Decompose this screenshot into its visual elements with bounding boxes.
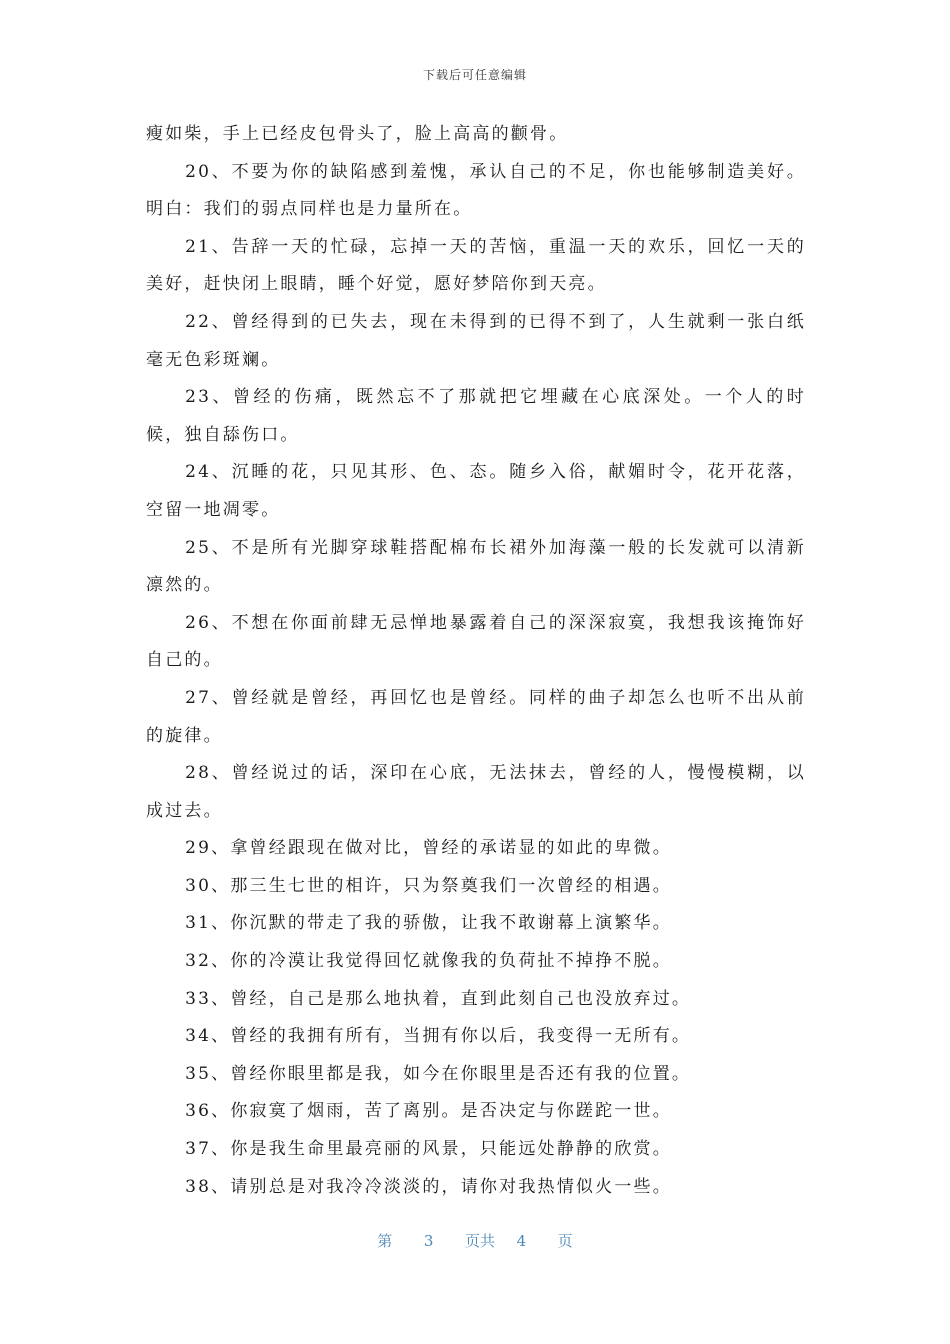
page-label-prefix: 第 — [377, 1232, 393, 1250]
paragraph: 34、曾经的我拥有所有，当拥有你以后，我变得一无所有。 — [185, 1026, 692, 1047]
page-header: 下载后可任意编辑 — [422, 68, 527, 82]
paragraph: 20、不要为你的缺陷感到羞愧，承认自己的不足，你也能够制造美好。明白：我们的弱点同样也是力量所在。 — [146, 161, 806, 220]
paragraph: 36、你寂寞了烟雨，苦了离别。是否决定与你蹉跎一世。 — [185, 1101, 672, 1122]
paragraph: 33、曾经，自己是那么地执着，直到此刻自己也没放弃过。 — [185, 988, 692, 1009]
paragraph: 24、沉睡的花，只见其形、色、态。随乡入俗，献媚时令，花开花落，空留一地凋零。 — [146, 462, 806, 520]
paragraph: 27、曾经就是曾经，再回忆也是曾经。同样的曲子却怎么也听不出从前的旋律。 — [146, 687, 806, 746]
page-label-suffix: 页 — [557, 1232, 573, 1250]
paragraph: 38、请别总是对我冷冷淡淡的，请你对我热情似火一些。 — [185, 1176, 672, 1197]
paragraph: 26、不想在你面前肆无忌惮地暴露着自己的深深寂寞，我想我该掩饰好自己的。 — [146, 612, 806, 671]
page-footer — [0, 1230, 950, 1251]
document-body — [146, 116, 806, 1206]
page-label-mid: 页共 — [464, 1232, 495, 1250]
paragraph: 31、你沉默的带走了我的骄傲，让我不敢谢幕上演繁华。 — [185, 913, 672, 934]
paragraph: 30、那三生七世的相许，只为祭奠我们一次曾经的相遇。 — [185, 875, 672, 896]
paragraph: 22、曾经得到的已失去，现在未得到的已得不到了，人生就剩一张白纸毫无色彩斑斓。 — [146, 311, 806, 370]
paragraph: 29、拿曾经跟现在做对比，曾经的承诺显的如此的卑微。 — [185, 838, 672, 859]
paragraph: 23、曾经的伤痛，既然忘不了那就把它埋藏在心底深处。一个人的时候，独自舔伤口。 — [146, 387, 806, 445]
paragraph: 25、不是所有光脚穿球鞋搭配棉布长裙外加海藻一般的长发就可以清新凛然的。 — [146, 537, 806, 596]
paragraph: 28、曾经说过的话，深印在心底，无法抹去，曾经的人，慢慢模糊，以成过去。 — [146, 763, 806, 821]
paragraph: 21、告辞一天的忙碌，忘掉一天的苦恼，重温一天的欢乐，回忆一天的美好，赶快闭上眼睛，睡个好觉，愿好梦陪你到天亮。 — [146, 236, 806, 295]
paragraph: 瘦如柴，手上已经皮包骨头了，脸上高高的颧骨。 — [146, 124, 569, 144]
page-current-number: 3 — [423, 1232, 434, 1250]
page-total-number: 4 — [516, 1232, 527, 1250]
paragraph: 35、曾经你眼里都是我，如今在你眼里是否还有我的位置。 — [185, 1063, 692, 1084]
paragraph: 37、你是我生命里最亮丽的风景，只能远处静静的欣赏。 — [185, 1139, 672, 1160]
paragraph: 32、你的冷漠让我觉得回忆就像我的负荷扯不掉挣不脱。 — [185, 951, 672, 972]
